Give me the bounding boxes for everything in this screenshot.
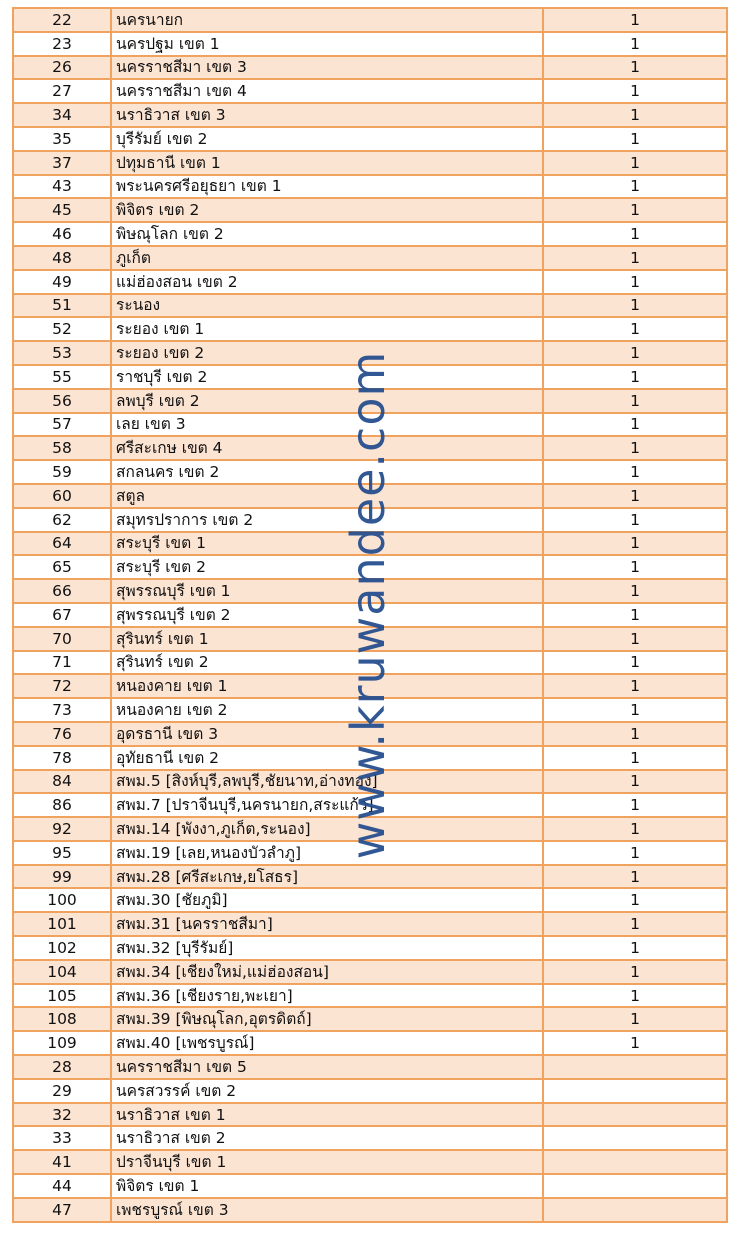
- row-count-cell: [543, 1198, 727, 1222]
- row-count-cell: 1: [543, 508, 727, 532]
- row-count-cell: 1: [543, 151, 727, 175]
- row-count-cell: 1: [543, 8, 727, 32]
- row-number-cell: 78: [13, 746, 111, 770]
- row-name-cell: อุทัยธานี เขต 2: [111, 746, 543, 770]
- row-number-cell: 35: [13, 127, 111, 151]
- row-number-cell: 67: [13, 603, 111, 627]
- row-count-cell: 1: [543, 579, 727, 603]
- row-count-cell: 1: [543, 341, 727, 365]
- row-count-cell: 1: [543, 793, 727, 817]
- row-name-cell: สระบุรี เขต 2: [111, 555, 543, 579]
- table-row: [13, 56, 727, 80]
- table-row: [13, 1055, 727, 1079]
- row-count-cell: 1: [543, 532, 727, 556]
- table-row: [13, 270, 727, 294]
- table-row: [13, 603, 727, 627]
- row-name-cell: ระนอง: [111, 294, 543, 318]
- row-count-cell: [543, 1174, 727, 1198]
- row-name-cell: นครปฐม เขต 1: [111, 32, 543, 56]
- row-number-cell: 34: [13, 103, 111, 127]
- row-number-cell: 28: [13, 1055, 111, 1079]
- table-row: [13, 1174, 727, 1198]
- row-name-cell: สพม.40 [เพชรบูรณ์]: [111, 1031, 543, 1055]
- row-name-cell: หนองคาย เขต 1: [111, 674, 543, 698]
- table-row: [13, 627, 727, 651]
- row-name-cell: นครราชสีมา เขต 4: [111, 79, 543, 103]
- row-number-cell: 32: [13, 1103, 111, 1127]
- row-count-cell: 1: [543, 674, 727, 698]
- row-count-cell: 1: [543, 627, 727, 651]
- table-row: [13, 698, 727, 722]
- row-number-cell: 26: [13, 56, 111, 80]
- table-row: [13, 793, 727, 817]
- table-row: [13, 127, 727, 151]
- table-row: [13, 984, 727, 1008]
- row-number-cell: 60: [13, 484, 111, 508]
- row-count-cell: 1: [543, 413, 727, 437]
- row-name-cell: พระนครศรีอยุธยา เขต 1: [111, 175, 543, 199]
- table-row: [13, 413, 727, 437]
- row-number-cell: 101: [13, 912, 111, 936]
- row-name-cell: สมุทรปราการ เขต 2: [111, 508, 543, 532]
- table-row: [13, 770, 727, 794]
- row-number-cell: 73: [13, 698, 111, 722]
- row-number-cell: 57: [13, 413, 111, 437]
- row-number-cell: 23: [13, 32, 111, 56]
- row-name-cell: สุพรรณบุรี เขต 2: [111, 603, 543, 627]
- row-name-cell: ปราจีนบุรี เขต 1: [111, 1150, 543, 1174]
- row-number-cell: 100: [13, 888, 111, 912]
- row-name-cell: บุรีรัมย์ เขต 2: [111, 127, 543, 151]
- table-row: [13, 151, 727, 175]
- table-row: [13, 103, 727, 127]
- table-row: [13, 1126, 727, 1150]
- row-number-cell: 37: [13, 151, 111, 175]
- row-number-cell: 59: [13, 460, 111, 484]
- row-number-cell: 47: [13, 1198, 111, 1222]
- row-count-cell: 1: [543, 1031, 727, 1055]
- row-name-cell: ลพบุรี เขต 2: [111, 389, 543, 413]
- table-row: [13, 222, 727, 246]
- row-count-cell: 1: [543, 722, 727, 746]
- row-count-cell: [543, 1103, 727, 1127]
- table-row: [13, 1031, 727, 1055]
- row-count-cell: 1: [543, 389, 727, 413]
- row-number-cell: 99: [13, 865, 111, 889]
- row-count-cell: 1: [543, 79, 727, 103]
- row-name-cell: หนองคาย เขต 2: [111, 698, 543, 722]
- row-count-cell: 1: [543, 222, 727, 246]
- row-name-cell: สพม.19 [เลย,หนองบัวลำภู]: [111, 841, 543, 865]
- row-name-cell: สกลนคร เขต 2: [111, 460, 543, 484]
- table-row: [13, 198, 727, 222]
- table-row: [13, 1150, 727, 1174]
- row-number-cell: 64: [13, 532, 111, 556]
- row-count-cell: 1: [543, 103, 727, 127]
- row-number-cell: 65: [13, 555, 111, 579]
- row-count-cell: 1: [543, 294, 727, 318]
- table-row: [13, 865, 727, 889]
- row-count-cell: 1: [543, 841, 727, 865]
- row-number-cell: 46: [13, 222, 111, 246]
- row-number-cell: 56: [13, 389, 111, 413]
- row-number-cell: 22: [13, 8, 111, 32]
- table-row: [13, 365, 727, 389]
- row-name-cell: ราชบุรี เขต 2: [111, 365, 543, 389]
- row-count-cell: 1: [543, 698, 727, 722]
- row-count-cell: 1: [543, 56, 727, 80]
- table-row: [13, 294, 727, 318]
- table-row: [13, 888, 727, 912]
- row-count-cell: 1: [543, 484, 727, 508]
- row-name-cell: ปทุมธานี เขต 1: [111, 151, 543, 175]
- row-name-cell: สุรินทร์ เขต 1: [111, 627, 543, 651]
- row-name-cell: ศรีสะเกษ เขต 4: [111, 436, 543, 460]
- row-count-cell: 1: [543, 32, 727, 56]
- row-count-cell: 1: [543, 365, 727, 389]
- row-count-cell: [543, 1150, 727, 1174]
- row-count-cell: 1: [543, 460, 727, 484]
- row-number-cell: 49: [13, 270, 111, 294]
- table-row: [13, 32, 727, 56]
- row-name-cell: สุพรรณบุรี เขต 1: [111, 579, 543, 603]
- row-name-cell: อุดรธานี เขต 3: [111, 722, 543, 746]
- row-number-cell: 58: [13, 436, 111, 460]
- row-count-cell: 1: [543, 865, 727, 889]
- table-row: [13, 936, 727, 960]
- row-name-cell: นครราชสีมา เขต 3: [111, 56, 543, 80]
- table-row: [13, 460, 727, 484]
- row-count-cell: 1: [543, 817, 727, 841]
- row-name-cell: แม่ฮ่องสอน เขต 2: [111, 270, 543, 294]
- row-count-cell: 1: [543, 175, 727, 199]
- table-row: [13, 674, 727, 698]
- row-name-cell: พิจิตร เขต 2: [111, 198, 543, 222]
- table-row: [13, 508, 727, 532]
- row-number-cell: 55: [13, 365, 111, 389]
- row-name-cell: ภูเก็ต: [111, 246, 543, 270]
- watermark-text: www.kruwandee.com: [341, 350, 395, 860]
- table-row: [13, 341, 727, 365]
- row-number-cell: 84: [13, 770, 111, 794]
- row-number-cell: 104: [13, 960, 111, 984]
- row-name-cell: สพม.30 [ชัยภูมิ]: [111, 888, 543, 912]
- row-count-cell: 1: [543, 746, 727, 770]
- row-name-cell: สตูล: [111, 484, 543, 508]
- table-row: [13, 722, 727, 746]
- table-row: [13, 960, 727, 984]
- row-name-cell: เลย เขต 3: [111, 413, 543, 437]
- table-row: [13, 817, 727, 841]
- row-number-cell: 76: [13, 722, 111, 746]
- row-number-cell: 105: [13, 984, 111, 1008]
- row-number-cell: 51: [13, 294, 111, 318]
- row-count-cell: 1: [543, 984, 727, 1008]
- row-name-cell: นราธิวาส เขต 1: [111, 1103, 543, 1127]
- row-name-cell: สพม.39 [พิษณุโลก,อุตรดิตถ์]: [111, 1007, 543, 1031]
- table-row: [13, 1007, 727, 1031]
- row-number-cell: 108: [13, 1007, 111, 1031]
- row-number-cell: 102: [13, 936, 111, 960]
- row-number-cell: 44: [13, 1174, 111, 1198]
- row-count-cell: 1: [543, 603, 727, 627]
- table-row: [13, 532, 727, 556]
- row-name-cell: พิษณุโลก เขต 2: [111, 222, 543, 246]
- table-row: [13, 651, 727, 675]
- table-row: [13, 579, 727, 603]
- row-count-cell: 1: [543, 651, 727, 675]
- row-count-cell: 1: [543, 936, 727, 960]
- row-count-cell: 1: [543, 960, 727, 984]
- table-row: [13, 1103, 727, 1127]
- row-number-cell: 92: [13, 817, 111, 841]
- row-number-cell: 45: [13, 198, 111, 222]
- row-name-cell: สพม.7 [ปราจีนบุรี,นครนายก,สระแก้ว]: [111, 793, 543, 817]
- row-count-cell: 1: [543, 317, 727, 341]
- table-body: [13, 8, 727, 1222]
- row-count-cell: [543, 1126, 727, 1150]
- data-table: [12, 7, 728, 1223]
- row-number-cell: 53: [13, 341, 111, 365]
- row-number-cell: 71: [13, 651, 111, 675]
- row-number-cell: 43: [13, 175, 111, 199]
- row-count-cell: 1: [543, 888, 727, 912]
- row-name-cell: สพม.14 [พังงา,ภูเก็ต,ระนอง]: [111, 817, 543, 841]
- row-number-cell: 27: [13, 79, 111, 103]
- row-count-cell: 1: [543, 770, 727, 794]
- row-count-cell: 1: [543, 198, 727, 222]
- row-number-cell: 33: [13, 1126, 111, 1150]
- table-row: [13, 1079, 727, 1103]
- table-row: [13, 246, 727, 270]
- row-number-cell: 86: [13, 793, 111, 817]
- row-number-cell: 72: [13, 674, 111, 698]
- row-count-cell: 1: [543, 1007, 727, 1031]
- table-row: [13, 912, 727, 936]
- row-number-cell: 41: [13, 1150, 111, 1174]
- table-row: [13, 389, 727, 413]
- table-row: [13, 8, 727, 32]
- row-name-cell: สพม.36 [เชียงราย,พะเยา]: [111, 984, 543, 1008]
- row-number-cell: 70: [13, 627, 111, 651]
- row-number-cell: 95: [13, 841, 111, 865]
- row-name-cell: สุรินทร์ เขต 2: [111, 651, 543, 675]
- row-name-cell: สพม.34 [เชียงใหม่,แม่ฮ่องสอน]: [111, 960, 543, 984]
- row-name-cell: นครนายก: [111, 8, 543, 32]
- row-name-cell: นราธิวาส เขต 3: [111, 103, 543, 127]
- table-row: [13, 841, 727, 865]
- row-number-cell: 29: [13, 1079, 111, 1103]
- row-name-cell: นครสวรรค์ เขต 2: [111, 1079, 543, 1103]
- row-name-cell: สระบุรี เขต 1: [111, 532, 543, 556]
- row-name-cell: เพชรบูรณ์ เขต 3: [111, 1198, 543, 1222]
- row-count-cell: 1: [543, 127, 727, 151]
- row-name-cell: สพม.28 [ศรีสะเกษ,ยโสธร]: [111, 865, 543, 889]
- row-name-cell: สพม.32 [บุรีรัมย์]: [111, 936, 543, 960]
- table-row: [13, 79, 727, 103]
- row-name-cell: สพม.5 [สิงห์บุรี,ลพบุรี,ชัยนาท,อ่างทอง]: [111, 770, 543, 794]
- row-number-cell: 109: [13, 1031, 111, 1055]
- row-count-cell: [543, 1055, 727, 1079]
- row-name-cell: นราธิวาส เขต 2: [111, 1126, 543, 1150]
- row-count-cell: 1: [543, 436, 727, 460]
- table-row: [13, 1198, 727, 1222]
- row-name-cell: นครราชสีมา เขต 5: [111, 1055, 543, 1079]
- row-name-cell: พิจิตร เขต 1: [111, 1174, 543, 1198]
- row-number-cell: 52: [13, 317, 111, 341]
- table-row: [13, 746, 727, 770]
- row-count-cell: 1: [543, 246, 727, 270]
- row-count-cell: 1: [543, 270, 727, 294]
- row-count-cell: [543, 1079, 727, 1103]
- table-row: [13, 175, 727, 199]
- row-number-cell: 48: [13, 246, 111, 270]
- row-count-cell: 1: [543, 555, 727, 579]
- row-name-cell: ระยอง เขต 2: [111, 341, 543, 365]
- table-row: [13, 317, 727, 341]
- row-name-cell: ระยอง เขต 1: [111, 317, 543, 341]
- row-name-cell: สพม.31 [นครราชสีมา]: [111, 912, 543, 936]
- row-number-cell: 62: [13, 508, 111, 532]
- table-row: [13, 484, 727, 508]
- table-row: [13, 555, 727, 579]
- row-count-cell: 1: [543, 912, 727, 936]
- table-row: [13, 436, 727, 460]
- row-number-cell: 66: [13, 579, 111, 603]
